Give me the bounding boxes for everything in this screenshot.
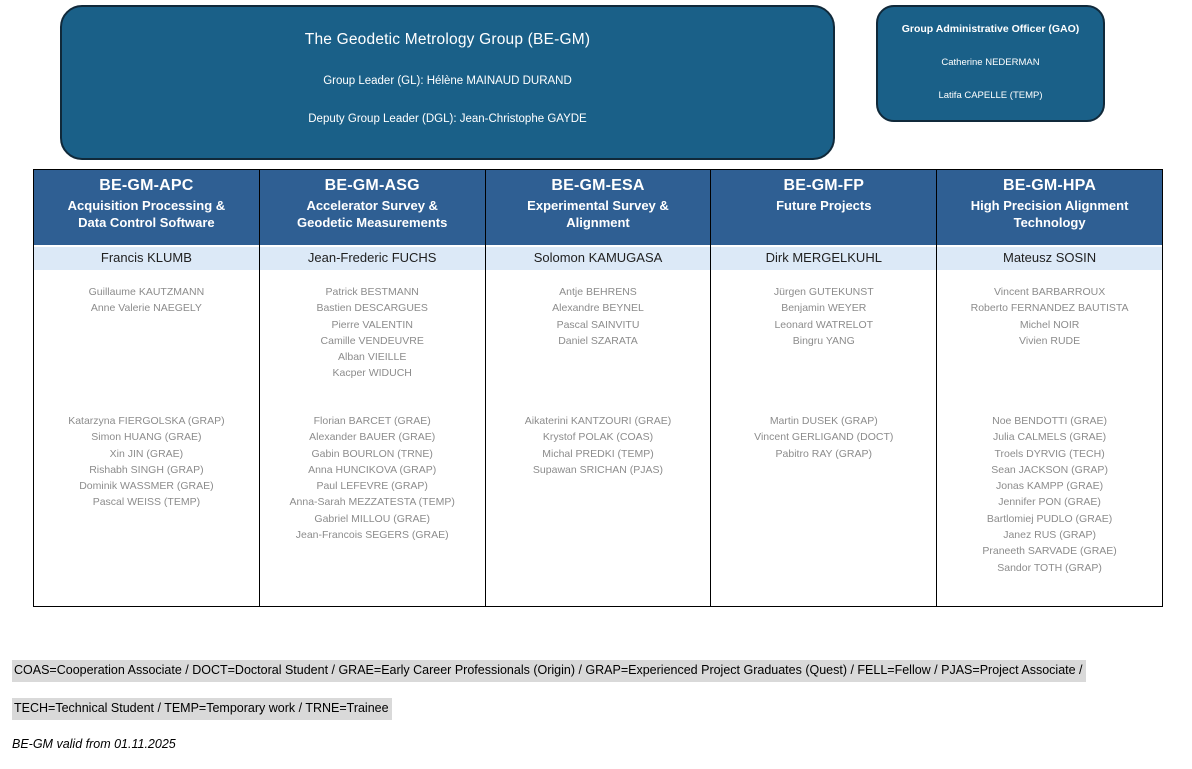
associate-member-name: Rishabh SINGH (GRAP) [89,463,204,476]
associate-member-name: Dominik WASSMER (GRAE) [79,480,214,493]
staff-member-name: Benjamin WEYER [781,302,867,315]
associate-member-name: Xin JIN (GRAE) [109,447,184,460]
associates-list [260,413,485,543]
column-header [937,170,1162,247]
staff-member-name: Patrick BESTMANN [325,286,419,298]
staff-list [260,284,485,382]
associate-member-name: Anna HUNCIKOVA (GRAP) [308,463,437,476]
gao-members-list [878,57,1103,101]
associate-member-name: Michal PREDKI (TEMP) [542,447,654,460]
associate-member-name: Jonas KAMPP (GRAE) [995,480,1104,493]
associate-member-name: Florian BARCET (GRAE) [313,415,431,427]
associate-member-name: Janez RUS (GRAP) [1003,529,1096,542]
column-header [260,170,485,247]
staff-list [34,284,259,317]
column-header [34,170,259,247]
staff-member-name: Bingru YANG [792,334,855,347]
section-leader-name: Solomon KAMUGASA [486,247,711,270]
staff-member-name: Roberto FERNANDEZ BAUTISTA [970,302,1129,315]
staff-member-name: Michel NOIR [1019,318,1080,331]
gao-title: Group Administrative Officer (GAO) [901,23,1080,35]
legend-line-1: COAS=Cooperation Associate / DOCT=Doctoral Student / GRAE=Early Career Professionals (Origin) / GRAP=Experienced Project Graduates (Quest) / FELL=Fellow / PJAS=Project Associate / [12,660,1086,682]
associates-list [486,413,711,478]
org-column-apc [34,170,260,606]
staff-member-name: Guillaume KAUTZMANN [88,286,205,298]
section-leader-name: Jean-Frederic FUCHS [260,247,485,270]
associate-member-name: Vincent GERLIGAND (DOCT) [754,431,894,444]
section-leader-name: Mateusz SOSIN [937,247,1162,270]
staff-member-name: Leonard WATRELOT [774,318,874,331]
associate-member-name: Simon HUANG (GRAE) [91,431,202,444]
section-subtitle: Future Projects [776,198,872,213]
associate-member-name: Krystof POLAK (COAS) [542,431,654,444]
staff-member-name: Camille VENDEUVRE [320,334,424,347]
associate-member-name: Gabin BOURLON (TRNE) [311,447,433,460]
section-code: BE-GM-APC [99,177,194,194]
gao-member-name: Latifa CAPELLE (TEMP) [938,90,1043,101]
group-title: The Geodetic Metrology Group (BE-GM) [304,31,591,48]
associate-member-name: Paul LEFEVRE (GRAP) [316,480,428,493]
associate-member-name: Pascal WEISS (TEMP) [92,496,201,509]
sections-table [33,169,1163,607]
associates-list [34,413,259,511]
staff-member-name: Vivien RUDE [1019,334,1081,347]
column-header [486,170,711,247]
deputy-group-leader-line: Deputy Group Leader (DGL): Jean-Christophe GAYDE [308,113,587,125]
associate-member-name: Gabriel MILLOU (GRAE) [314,512,430,525]
staff-member-name: Daniel SZARATA [558,334,638,347]
associates-list [937,413,1162,576]
associate-member-name: Pabitro RAY (GRAP) [775,447,873,460]
staff-member-name: Bastien DESCARGUES [316,302,428,315]
section-leader-name: Dirk MERGELKUHL [711,247,936,270]
section-code: BE-GM-ASG [324,177,420,194]
staff-member-name: Antje BEHRENS [559,286,637,298]
associate-member-name: Supawan SRICHAN (PJAS) [532,463,664,476]
associate-member-name: Katarzyna FIERGOLSKA (GRAP) [68,415,225,427]
section-code: BE-GM-FP [783,177,865,194]
section-code: BE-GM-HPA [1003,177,1097,194]
staff-member-name: Vincent BARBARROUX [993,286,1106,298]
org-column-fp [711,170,937,606]
staff-list [711,284,936,349]
associate-member-name: Jean-Francois SEGERS (GRAE) [295,529,449,542]
staff-member-name: Pascal SAINVITU [556,318,640,331]
org-column-esa [486,170,712,606]
column-header [711,170,936,247]
gao-box [876,5,1105,122]
section-subtitle: High Precision Alignment Technology [970,198,1129,230]
group-header-box [60,5,835,160]
section-leader-name: Francis KLUMB [34,247,259,270]
associate-member-name: Anna-Sarah MEZZATESTA (TEMP) [289,496,455,509]
org-column-asg [260,170,486,606]
section-members [486,270,711,606]
staff-member-name: Anne Valerie NAEGELY [90,302,202,315]
associate-member-name: Praneeth SARVADE (GRAE) [982,545,1117,558]
section-subtitle: Acquisition Processing & Data Control Software [67,198,226,230]
associate-member-name: Martin DUSEK (GRAP) [769,415,878,427]
associate-member-name: Bartlomiej PUDLO (GRAE) [986,512,1113,525]
group-leader-line: Group Leader (GL): Hélène MAINAUD DURAND [323,75,572,87]
associate-member-name: Sean JACKSON (GRAP) [991,463,1108,476]
staff-member-name: Pierre VALENTIN [331,318,413,331]
associate-member-name: Alexander BAUER (GRAE) [309,431,436,444]
staff-member-name: Jürgen GUTEKUNST [773,286,874,298]
section-members [711,270,936,606]
staff-member-name: Kacper WIDUCH [332,367,412,380]
section-members [937,270,1162,606]
staff-list [937,284,1162,349]
staff-member-name: Alexandre BEYNEL [552,302,644,315]
associate-member-name: Jennifer PON (GRAE) [998,496,1101,509]
section-code: BE-GM-ESA [551,177,645,194]
associate-member-name: Noe BENDOTTI (GRAE) [992,415,1108,427]
legend-line-2: TECH=Technical Student / TEMP=Temporary work / TRNE=Trainee [12,698,392,720]
valid-from-note: BE-GM valid from 01.11.2025 [12,737,176,751]
associate-member-name: Aikaterini KANTZOURI (GRAE) [524,415,672,427]
gao-member-name: Catherine NEDERMAN [941,57,1040,68]
associates-list [711,413,936,462]
org-column-hpa [937,170,1162,606]
staff-member-name: Alban VIEILLE [338,351,407,364]
associate-member-name: Troels DYRVIG (TECH) [994,447,1105,460]
staff-list [486,284,711,349]
section-members [260,270,485,606]
section-members [34,270,259,606]
associate-member-name: Julia CALMELS (GRAE) [992,431,1107,444]
section-subtitle: Experimental Survey & Alignment [527,198,669,230]
associate-member-name: Sandor TOTH (GRAP) [997,561,1102,574]
section-subtitle: Accelerator Survey & Geodetic Measurements [297,198,448,230]
